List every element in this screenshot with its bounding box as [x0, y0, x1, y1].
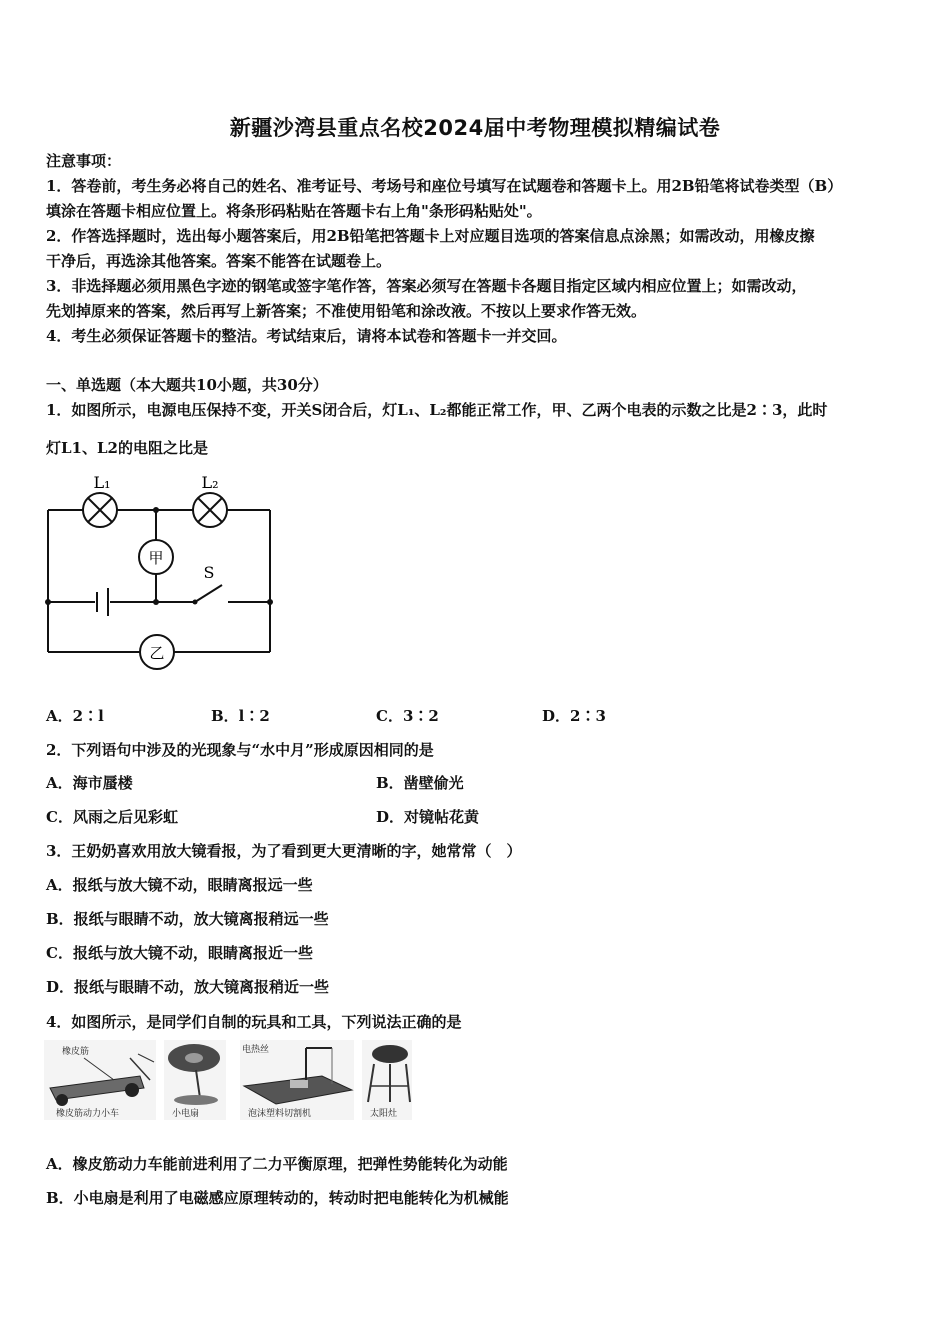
junction-dot — [153, 507, 159, 513]
lamp-l2 — [193, 493, 227, 527]
q2-option-a[interactable]: A．海市蜃楼 — [46, 774, 133, 792]
q3-option-d[interactable]: D．报纸与眼睛不动，放大镜离报稍近一些 — [46, 978, 330, 996]
q4-pictures — [44, 1040, 414, 1122]
notice-line: 3．非选择题必须用黑色字迹的钢笔或签字笔作答，答案必须写在答题卡各题目指定区域内相应位置上；如需改动， — [46, 277, 807, 295]
car-label: 橡皮筋动力小车 — [56, 1109, 120, 1119]
q1-option-d[interactable]: D．2∶3 — [542, 707, 606, 725]
junction-dot — [45, 599, 51, 605]
lamp-l2-label: L₂ — [201, 473, 219, 492]
rubber-band-car-picture — [44, 1040, 156, 1120]
rubber-band-label: 橡皮筋 — [62, 1047, 90, 1057]
cutter-label: 泡沫塑料切割机 — [248, 1109, 312, 1119]
q2-option-d[interactable]: D．对镜帖花黄 — [376, 808, 480, 826]
q3-option-a[interactable]: A．报纸与放大镜不动，眼睛离报远一些 — [46, 876, 313, 894]
fan-label: 小电扇 — [172, 1109, 200, 1119]
q2-option-b[interactable]: B．凿壁偷光 — [376, 774, 464, 792]
switch-pivot — [193, 600, 198, 605]
lamp-l1 — [83, 493, 117, 527]
question-1-stem: 1．如图所示，电源电压保持不变，开关S闭合后，灯L₁、L₂都能正常工作，甲、乙两个电表的示数之比是2∶3，此时 — [46, 401, 828, 419]
question-1-stem-cont: 灯L1、L2的电阻之比是 — [46, 439, 208, 457]
q1-option-b[interactable]: B．l∶2 — [211, 707, 270, 725]
notice-line: 4．考生必须保证答题卡的整洁。考试结束后，请将本试卷和答题卡一并交回。 — [46, 327, 567, 345]
q2-option-c[interactable]: C．风雨之后见彩虹 — [46, 808, 178, 826]
notice-line: 干净后，再选涂其他答案。答案不能答在试题卷上。 — [46, 252, 392, 270]
switch-label: S — [203, 563, 215, 582]
foam-cutter-picture — [240, 1040, 354, 1120]
question-4-stem: 4．如图所示，是同学们自制的玩具和工具，下列说法正确的是 — [46, 1013, 462, 1031]
meter-yi-label: 乙 — [149, 644, 165, 662]
notice-heading: 注意事项： — [46, 152, 122, 170]
notice-line: 2．作答选择题时，选出每小题答案后，用2B铅笔把答题卡上对应题目选项的答案信息点涂黑；如需改动，用橡皮擦 — [46, 227, 815, 245]
page-title: 新疆沙湾县重点名校2024届中考物理模拟精编试卷 — [229, 116, 721, 140]
q1-option-a[interactable]: A．2∶l — [46, 707, 104, 725]
notice-line: 填涂在答题卡相应位置上。将条形码粘贴在答题卡右上角"条形码粘贴处"。 — [46, 202, 542, 220]
solar-stove-picture — [362, 1040, 412, 1120]
small-fan-picture — [164, 1040, 226, 1120]
lamp-l1-label: L₁ — [93, 473, 111, 492]
wire-label: 电热丝 — [242, 1045, 270, 1055]
stove-label: 太阳灶 — [370, 1109, 398, 1119]
circuit-diagram — [40, 468, 290, 678]
meter-jia-label: 甲 — [148, 549, 164, 567]
question-3-stem: 3．王奶奶喜欢用放大镜看报，为了看到更大更清晰的字，她常常（ ） — [46, 842, 522, 860]
section-heading: 一、单选题（本大题共10小题，共30分） — [46, 376, 328, 394]
q1-option-c[interactable]: C．3∶2 — [376, 707, 439, 725]
q4-option-a[interactable]: A．橡皮筋动力车能前进利用了二力平衡原理，把弹性势能转化为动能 — [46, 1155, 508, 1173]
q3-option-b[interactable]: B．报纸与眼睛不动，放大镜离报稍远一些 — [46, 910, 329, 928]
notice-line: 1．答卷前，考生务必将自己的姓名、准考证号、考场号和座位号填写在试题卷和答题卡上。用2B铅笔将试卷类型（B） — [46, 177, 843, 195]
notice-line: 先划掉原来的答案，然后再写上新答案；不准使用铅笔和涂改液。不按以上要求作答无效。 — [46, 302, 647, 320]
q3-option-c[interactable]: C．报纸与放大镜不动，眼睛离报近一些 — [46, 944, 313, 962]
question-2-stem: 2．下列语句中涉及的光现象与“水中月”形成原因相同的是 — [46, 741, 434, 759]
q4-option-b[interactable]: B．小电扇是利用了电磁感应原理转动的，转动时把电能转化为机械能 — [46, 1189, 509, 1207]
junction-dot — [267, 599, 273, 605]
junction-dot — [153, 599, 159, 605]
